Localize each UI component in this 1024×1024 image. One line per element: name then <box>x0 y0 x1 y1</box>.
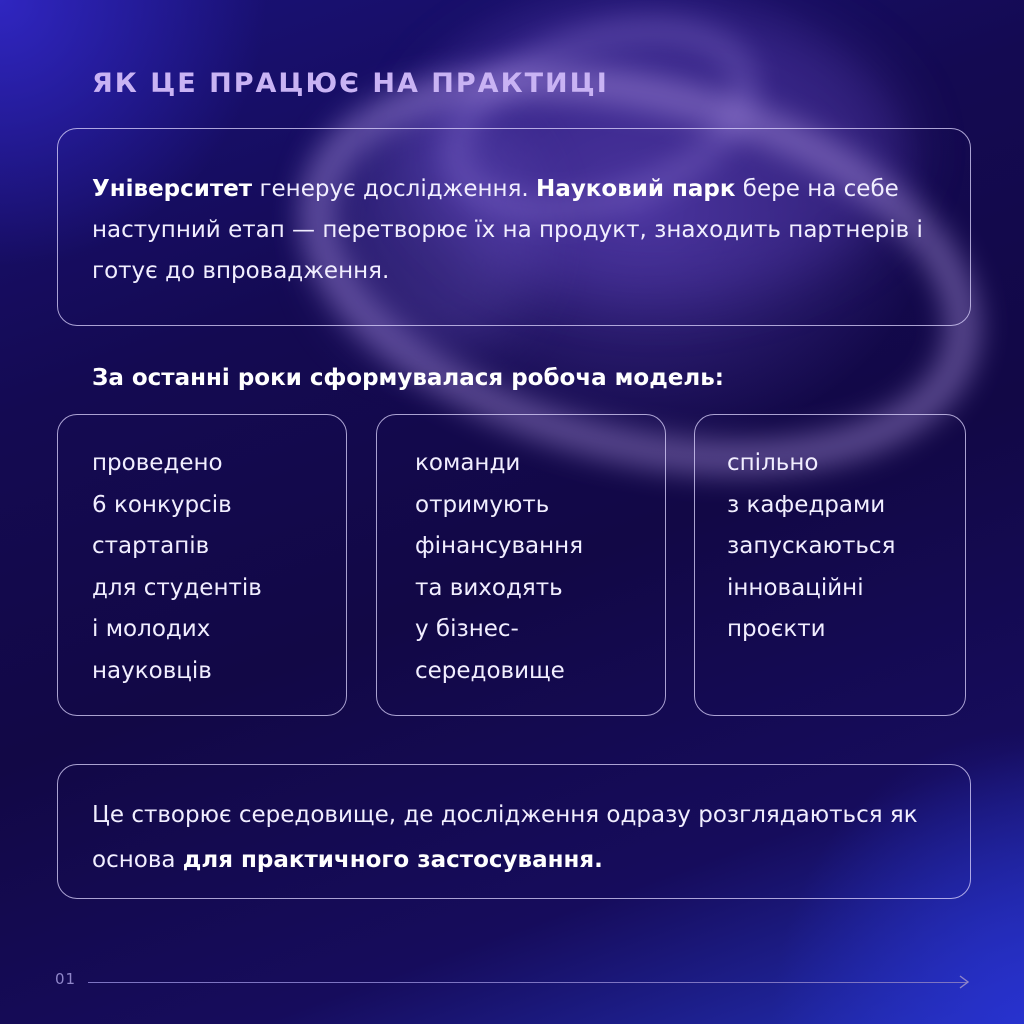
feature-card-team-funding <box>376 414 666 716</box>
intro-text-part-2: бере на себе наступний етап — перетворює їх на продукт, знаходить партнерів і готує до впровадження. <box>92 176 923 284</box>
feature-card-startup-contests <box>57 414 347 716</box>
footer-divider-line <box>88 982 968 983</box>
conclusion-text-part-1: Це створює середовище, де дослідження одразу розглядаються як основа <box>92 802 918 873</box>
conclusion-text <box>92 793 936 883</box>
intro-bold-science-park: Науковий парк <box>536 176 736 202</box>
intro-bold-university: Університет <box>92 176 253 202</box>
intro-card <box>57 128 971 326</box>
feature-card-innovation-projects <box>694 414 966 716</box>
intro-text-part-1: генерує дослідження. <box>252 176 537 202</box>
intro-text <box>92 169 936 292</box>
page-number: 01 <box>55 970 77 988</box>
section-subheading: За останні роки сформувалася робоча модель: <box>92 365 724 391</box>
footer <box>55 970 970 994</box>
feature-text: команди отримують фінансування та виходять у бізнес- середовище <box>415 450 584 684</box>
feature-text: спільно з кафедрами запускаються інноваційні проєкти <box>727 450 896 642</box>
conclusion-card <box>57 764 971 899</box>
conclusion-bold: для практичного застосування. <box>182 847 603 873</box>
page-title: ЯК ЦЕ ПРАЦЮЄ НА ПРАКТИЦІ <box>92 68 609 99</box>
feature-text: проведено 6 конкурсів стартапів для студентів і молодих науковців <box>92 450 262 684</box>
arrow-right-icon[interactable] <box>958 975 970 989</box>
